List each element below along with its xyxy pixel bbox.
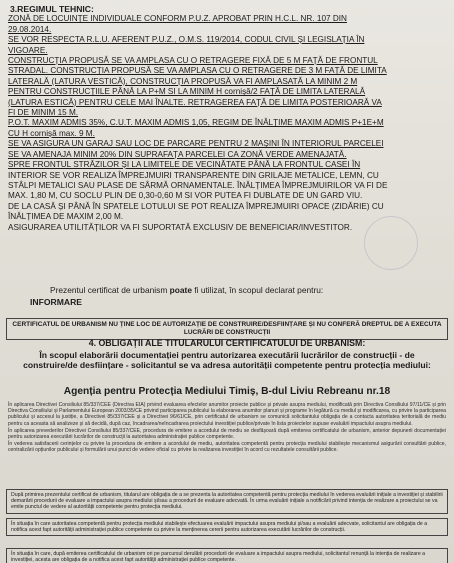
box-after-receipt: După primirea prezentului certificat de urbanism, titularul are obligația de a se prezenta la autoritatea competentă pentru protecția mediului în vederea evaluării inițiale a investiției și stabilirii demarării procedurii de evaluare a impactului asupra mediului și/sau a procedurii de evaluare adecvată. În urma evaluării inițiale a notificării privind intenția de realizare a proiectului se va emite punctul de vedere al autorității competente pentru protecția mediului. — [6, 489, 448, 514]
regim-line: STÂLPI METALICI SAU PLASE DE SÂRMĂ ORNAMENTALE. ÎNĂLȚIMEA ÎMPREJMUIRILOR VA FI DE — [8, 180, 388, 190]
regim-line: SPRE FRONTUL STRĂZILOR ȘI LA LIMITELE DE VECINĂTATE PÂNĂ LA FRONTUL CASEI ÎN — [8, 160, 361, 170]
regim-tehnic-section — [8, 4, 446, 233]
regim-line: 29.08.2014. — [8, 24, 52, 34]
obligatii-body: În scopul elaborării documentației pentru autorizarea executării lucrărilor de construcții - de construire/de desființare - solicitantul se va adresa autorității competente pentru protecția mediului: — [23, 350, 431, 371]
present-statement — [8, 285, 446, 296]
regim-line: DE LA CASĂ ȘI PÂNĂ ÎN SPATELE LOTULUI SE POT REALIZA ÎMPREJMUIRI OPACE (ZIDĂRIE) CU — [8, 201, 384, 211]
regim-line: (LATURA ESTICĂ) PENTRU CELE MAI ÎNALTE. RETRAGEREA FAȚĂ DE LIMITA POSTERIOARĂ VA — [8, 97, 382, 107]
regim-line: ZONĂ DE LOCUINȚE INDIVIDUALE CONFORM P.U.Z. APROBAT PRIN H.C.L. NR. 107 DIN — [8, 14, 347, 24]
agency-address: Agenția pentru Protecția Mediului Timiș, B-dul Liviu Rebreanu nr.18 — [63, 386, 391, 397]
regim-line: LATERALĂ (LATURA VESTICĂ), CONSTRUCȚIA PROPUSĂ VA FI AMPLASATĂ LA MINIM 2 M — [8, 76, 358, 86]
notice-box: CERTIFICATUL DE URBANISM NU ȚINE LOC DE AUTORIZAȚIE DE CONSTRUIRE/DESFIINȚARE ȘI NU CONFERĂ DREPTUL DE A EXECUTA LUCRĂRI DE CONSTRUCȚII — [6, 318, 448, 340]
eia-paragraph: În vederea satisfacerii cerințelor cu privire la procedura de emitere a acordului de mediu, autoritatea competentă pentru protecția mediului stabilește mecanismul asigurării consultării publice, centralizării opțiunilor publicului și formulării unui punct de vedere oficial cu privire la realizarea investiției în acord cu rezultatele consultării publice. — [8, 441, 446, 454]
regim-tehnic-lines — [8, 14, 446, 233]
regim-line: SE VA ASIGURA UN GARAJ SAU LOC DE PARCARE PENTRU 2 MAȘINI ÎN INTERIORUL PARCELEI — [8, 139, 384, 149]
regim-line: ÎNĂLȚIMEA DE MAXIM 2,00 M. — [8, 212, 124, 222]
regim-line: P.O.T. MAXIM ADMIS 35%, C.U.T. MAXIM ADMIS 1,05, REGIM DE ÎNĂLȚIME MAXIM ADMIS P+1E+M — [8, 118, 384, 128]
purpose-informare: INFORMARE — [30, 297, 83, 307]
regim-line: STRADAL. CONSTRUCȚIA PROPUSĂ SE VA AMPLASA CU O RETRAGERE DE 3 M FAȚĂ DE LIMITA — [8, 66, 387, 76]
regim-line: ASIGURAREA UTILITĂȚILOR VA FI SUPORTATĂ EXCLUSIV DE BENEFICIAR/INVESTITOR. — [8, 222, 353, 232]
regim-line: MAX. 1,80 M, CU SOCLU PLIN DE 0,30-0,60 M SI VOR PUTEA FI DUBLATE DE UN GARD VIU. — [8, 191, 363, 201]
present-post: fi utilizat, în scopul declarat pentru: — [191, 285, 324, 295]
regim-line: CU H cornișă max. 9 M. — [8, 128, 95, 138]
regim-line: PENTRU CONSTRUCȚIILE PÂNĂ LA P+M SI LA MINIM H cornișă/2 FAȚĂ DE LIMITA LATERALĂ — [8, 87, 366, 97]
eia-paragraph: În aplicarea Directivei Consiliului 85/337/CEE (Directiva EIA) privind evaluarea efectelor anumitor proiecte publice și private asupra mediului, modificată prin Directiva Consiliului 97/11/CE și prin Directiva Consiliului și Parlamentului European 2003/35/CE privind participarea publicului la elaborarea anumitor planuri și programe în legătură cu mediul și modificarea, cu privire la participarea publicului și accesul la justiție, a Directivei 85/337/CEE și a Directivei 96/61/CE, prin certificatul de urbanism se comunică solicitantului obligația de a contacta autoritatea teritorială de mediu pentru ca aceasta să analizeze și să decidă, după caz, încadrarea/neîncadrarea proiectului investiției publice/private în lista proiectelor supuse evaluării impactului asupra mediului. — [8, 402, 446, 427]
box-evaluation: În situația în care autoritatea competentă pentru protecția mediului stabilește efectuarea evaluării impactului asupra mediului și/sau a evaluării adecvate, solicitantul are obligația de a notifica acest fapt autorității administrației publice competente cu privire la menținerea cererii pentru autorizarea executării lucrărilor de construcții. — [6, 518, 448, 536]
regim-line: VIGOARE. — [8, 45, 48, 55]
regim-line: INTERIOR SE VOR REALIZA ÎMPREJMUIRI TRANSPARENTE DIN GRILAJE METALICE, LEMN, CU — [8, 170, 379, 180]
regim-line: SE VOR RESPECTA R.L.U. AFERENT P.U.Z., O.M.S. 119/2014, CODUL CIVIL ȘI LEGISLAȚIA ÎN — [8, 35, 365, 45]
eia-paragraphs — [8, 402, 446, 455]
present-bold: poate — [169, 285, 192, 295]
eia-paragraph: În aplicarea prevederilor Directivei Consiliului 85/337/CEE, procedura de emitere a acordului de mediu se desfășoară după emiterea certificatului de urbanism, anterior depunerii documentației pentru autorizarea executării lucrărilor de construcții la autoritatea administrației publice competente. — [8, 427, 446, 441]
present-pre: Prezentul certificat de urbanism — [50, 285, 170, 295]
regim-line: CONSTRUCȚIA PROPUSĂ SE VA AMPLASA CU O RETRAGERE FIXĂ DE 5 M FAȚĂ DE FRONTUL — [8, 56, 378, 66]
box-renunciation: În situația în care, după emiterea certificatului de urbanism ori pe parcursul derulării procedurii de evaluare a impactului asupra mediului, solicitantul renunță la intenția de realizare a investiției, acesta are obligația de a notifica acest fapt autorității administrației publice competente. — [6, 548, 448, 563]
regim-line: SE VA AMENAJA MINIM 20% DIN SUPRAFAȚA PARCELEI CA ZONĂ VERDE AMENAJATĂ. — [8, 149, 347, 159]
obligatii-title: 4. OBLIGAȚII ALE TITULARULUI CERTIFICATULUI DE URBANISM: — [88, 338, 366, 348]
regim-tehnic-title: 3.REGIMUL TEHNIC: — [10, 4, 94, 14]
regim-line: FI DE MINIM 15 M. — [8, 108, 79, 118]
